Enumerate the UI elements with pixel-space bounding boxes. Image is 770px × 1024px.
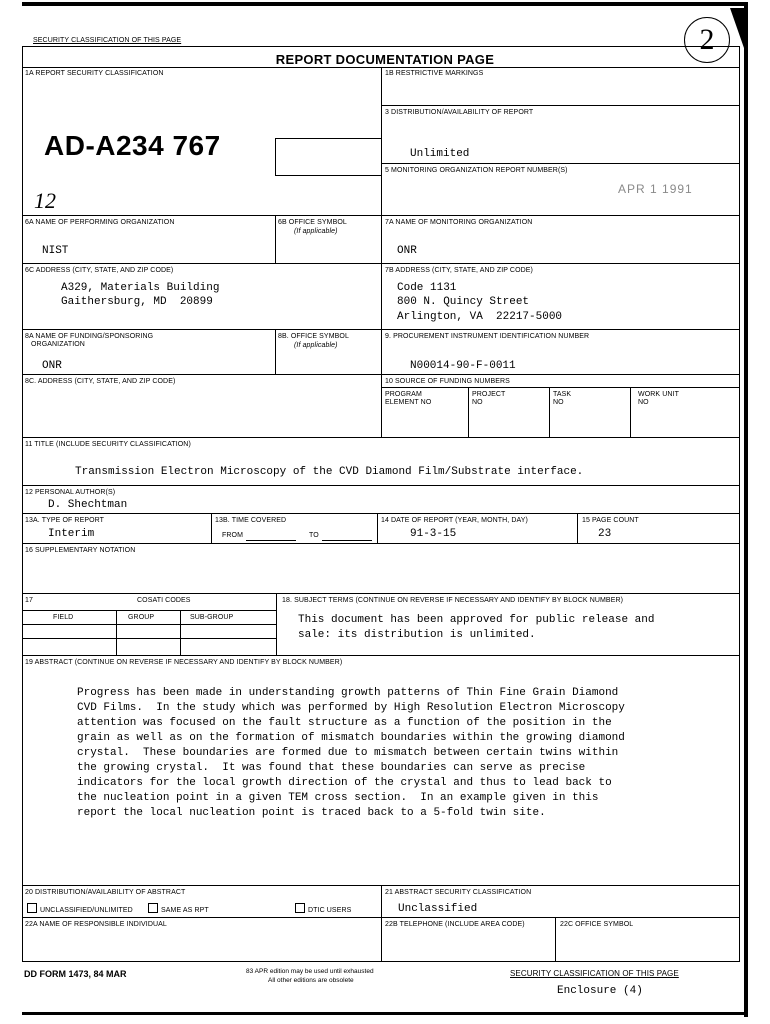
rule [22, 638, 276, 639]
abstract-line: indicators for the local growth direction of the crystal and thus to lead back to [77, 777, 612, 789]
field-8a-label2: ORGANIZATION [31, 341, 85, 348]
footer-security-classification: SECURITY CLASSIFICATION OF THIS PAGE [510, 969, 679, 978]
rule [275, 175, 381, 176]
field-10-col4b: NO [638, 399, 649, 406]
rule [22, 610, 276, 611]
rule [381, 67, 382, 437]
rule [577, 513, 578, 543]
rule [22, 485, 740, 486]
rule [22, 437, 740, 438]
rule [381, 387, 740, 388]
rule [22, 624, 276, 625]
abstract-line: crystal. These boundaries are formed due to mismatch between certain twins within [77, 747, 619, 759]
field-10-col1: PROGRAM [385, 391, 422, 398]
field-17-cosati: COSATI CODES [137, 597, 191, 604]
field-7b-line1: Code 1131 [397, 282, 457, 294]
rule [275, 138, 276, 175]
field-21-value: Unclassified [398, 903, 478, 915]
page-title: REPORT DOCUMENTATION PAGE [275, 52, 495, 67]
rule [180, 610, 181, 655]
abstract-line: grain as well as on the formation of mismatch boundaries within the growing diamond [77, 732, 625, 744]
field-18-line1: This document has been approved for public release and [298, 614, 655, 626]
field-9-label: 9. PROCUREMENT INSTRUMENT IDENTIFICATION NUMBER [385, 333, 590, 340]
field-12-label: 12 PERSONAL AUTHOR(S) [25, 489, 116, 496]
field-20-option-same-as-rpt[interactable]: SAME AS RPT [148, 903, 209, 915]
field-1a-label: 1A REPORT SECURITY CLASSIFICATION [25, 70, 164, 77]
abstract-line: report the local nucleation point is traced back to a 5-fold twin site. [77, 807, 546, 819]
field-20-option-dtic-users[interactable]: DTIC USERS [295, 903, 351, 915]
rule [275, 138, 381, 139]
rule [116, 610, 117, 655]
field-20-label: 20 DISTRIBUTION/AVAILABILITY OF ABSTRACT [25, 889, 186, 896]
field-13b-label: 13B. TIME COVERED [215, 517, 287, 524]
rule [22, 543, 740, 544]
edition-note-1: 83 APR edition may be used until exhausted [246, 968, 374, 975]
handwritten-mark: 12 [34, 188, 56, 213]
abstract-line: attention was focused on the fault structure as a function of the position in the [77, 717, 612, 729]
field-3-label: 3 DISTRIBUTION/AVAILABILITY OF REPORT [385, 109, 534, 116]
field-6c-label: 6C ADDRESS (CITY, STATE, AND ZIP CODE) [25, 267, 174, 274]
field-20-option-unclassified[interactable]: UNCLASSIFIED/UNLIMITED [27, 903, 133, 915]
rule [275, 329, 276, 374]
field-18-label: 18. SUBJECT TERMS (CONTINUE ON REVERSE IF NECESSARY AND IDENTIFY BY BLOCK NUMBER) [282, 597, 624, 604]
checkbox-icon[interactable] [295, 903, 305, 913]
rule [22, 513, 740, 514]
field-12-value: D. Shechtman [48, 499, 128, 511]
rule [22, 655, 740, 656]
field-1b-label: 1B RESTRICTIVE MARKINGS [385, 70, 484, 77]
rule [549, 387, 550, 437]
field-13a-value: Interim [48, 528, 95, 540]
field-8b-sub: (If applicable) [294, 342, 338, 349]
received-stamp: APR 1 1991 [618, 182, 693, 196]
field-7a-label: 7A NAME OF MONITORING ORGANIZATION [385, 219, 533, 226]
field-10-col2b: NO [472, 399, 483, 406]
field-7b-line2: 800 N. Quincy Street [397, 296, 530, 308]
field-17-label: 17 [25, 597, 33, 604]
rule [211, 513, 212, 543]
field-22a-label: 22A NAME OF RESPONSIBLE INDIVIDUAL [25, 921, 167, 928]
field-17-group: GROUP [128, 614, 155, 621]
field-17-subgroup: SUB-GROUP [190, 614, 234, 621]
field-8a-label: 8A NAME OF FUNDING/SPONSORING [25, 333, 154, 340]
field-14-label: 14 DATE OF REPORT (YEAR, MONTH, DAY) [381, 517, 528, 524]
rule [468, 387, 469, 437]
security-classification-header: SECURITY CLASSIFICATION OF THIS PAGE [33, 37, 182, 44]
rule [381, 163, 740, 164]
bottom-border-bar [22, 1012, 748, 1015]
field-11-label: 11 TITLE (INCLUDE SECURITY CLASSIFICATION) [25, 441, 191, 448]
field-10-col1b: ELEMENT NO [385, 399, 432, 406]
abstract-line: Progress has been made in understanding growth patterns of Thin Fine Grain Diamond [77, 687, 619, 699]
rule [276, 593, 277, 655]
ad-number: AD-A234 767 [44, 130, 221, 161]
field-3-value: Unlimited [410, 148, 470, 160]
abstract-line: the nucleation point in a given TEM cross section. In an example given in this [77, 792, 599, 804]
field-11-value: Transmission Electron Microscopy of the CVD Diamond Film/Substrate interface. [75, 466, 584, 478]
field-7a-value: ONR [397, 245, 417, 257]
field-16-label: 16 SUPPLEMENTARY NOTATION [25, 547, 136, 554]
field-6c-line2: Gaithersburg, MD 20899 [61, 296, 213, 308]
field-13b-from: FROM [222, 532, 244, 539]
field-6b-label: 6B OFFICE SYMBOL [278, 219, 347, 226]
rule [381, 105, 740, 106]
edition-note-2: All other editions are obsolete [268, 977, 354, 984]
field-10-label: 10 SOURCE OF FUNDING NUMBERS [385, 378, 510, 385]
field-5-label: 5 MONITORING ORGANIZATION REPORT NUMBER(S) [385, 167, 568, 174]
rule [275, 215, 276, 263]
rule [555, 917, 556, 962]
checkbox-icon[interactable] [27, 903, 37, 913]
field-13b-from-line [246, 540, 296, 541]
field-13b-to-line [322, 540, 372, 541]
enclosure-note: Enclosure (4) [557, 985, 643, 997]
checkbox-icon[interactable] [148, 903, 158, 913]
rule [381, 885, 382, 962]
field-15-label: 15 PAGE COUNT [582, 517, 639, 524]
rule [22, 593, 740, 594]
field-7b-label: 7B ADDRESS (CITY, STATE, AND ZIP CODE) [385, 267, 533, 274]
abstract-line: the growing crystal. It was found that these boundaries can serve as precise [77, 762, 586, 774]
field-10-col3: TASK [553, 391, 572, 398]
form-number: DD FORM 1473, 84 MAR [24, 969, 127, 979]
rule [630, 387, 631, 437]
field-18-line2: sale: its distribution is unlimited. [298, 629, 536, 641]
field-10-col2: PROJECT [472, 391, 506, 398]
right-edge-shadow [730, 8, 744, 48]
field-7b-line3: Arlington, VA 22217-5000 [397, 311, 563, 323]
field-6a-value: NIST [42, 245, 69, 257]
rule [377, 513, 378, 543]
field-13b-to: TO [309, 532, 319, 539]
field-6b-sub: (If applicable) [294, 228, 338, 235]
field-22b-label: 22B TELEPHONE (INCLUDE AREA CODE) [385, 921, 525, 928]
field-8b-label: 8B. OFFICE SYMBOL [278, 333, 349, 340]
field-8a-value: ONR [42, 360, 62, 372]
field-10-col3b: NO [553, 399, 564, 406]
abstract-line: CVD Films. In the study which was performed by High Resolution Electron Microscopy [77, 702, 625, 714]
field-22c-label: 22C OFFICE SYMBOL [560, 921, 634, 928]
field-10-col4: WORK UNIT [638, 391, 679, 398]
field-14-value: 91-3-15 [410, 528, 457, 540]
right-edge-bar [744, 2, 748, 1017]
field-8c-label: 8C. ADDRESS (CITY, STATE, AND ZIP CODE) [25, 378, 176, 385]
field-13a-label: 13A. TYPE OF REPORT [25, 517, 105, 524]
top-border-bar [22, 2, 748, 6]
circled-number: 2 [684, 17, 730, 63]
field-6c-line1: A329, Materials Building [61, 282, 220, 294]
field-9-value: N00014-90-F-0011 [410, 360, 516, 372]
field-19-label: 19 ABSTRACT (CONTINUE ON REVERSE IF NECESSARY AND IDENTIFY BY BLOCK NUMBER) [25, 659, 343, 666]
field-17-field: FIELD [53, 614, 74, 621]
field-21-label: 21 ABSTRACT SECURITY CLASSIFICATION [385, 889, 532, 896]
field-6a-label: 6A NAME OF PERFORMING ORGANIZATION [25, 219, 175, 226]
field-15-value: 23 [598, 528, 612, 540]
